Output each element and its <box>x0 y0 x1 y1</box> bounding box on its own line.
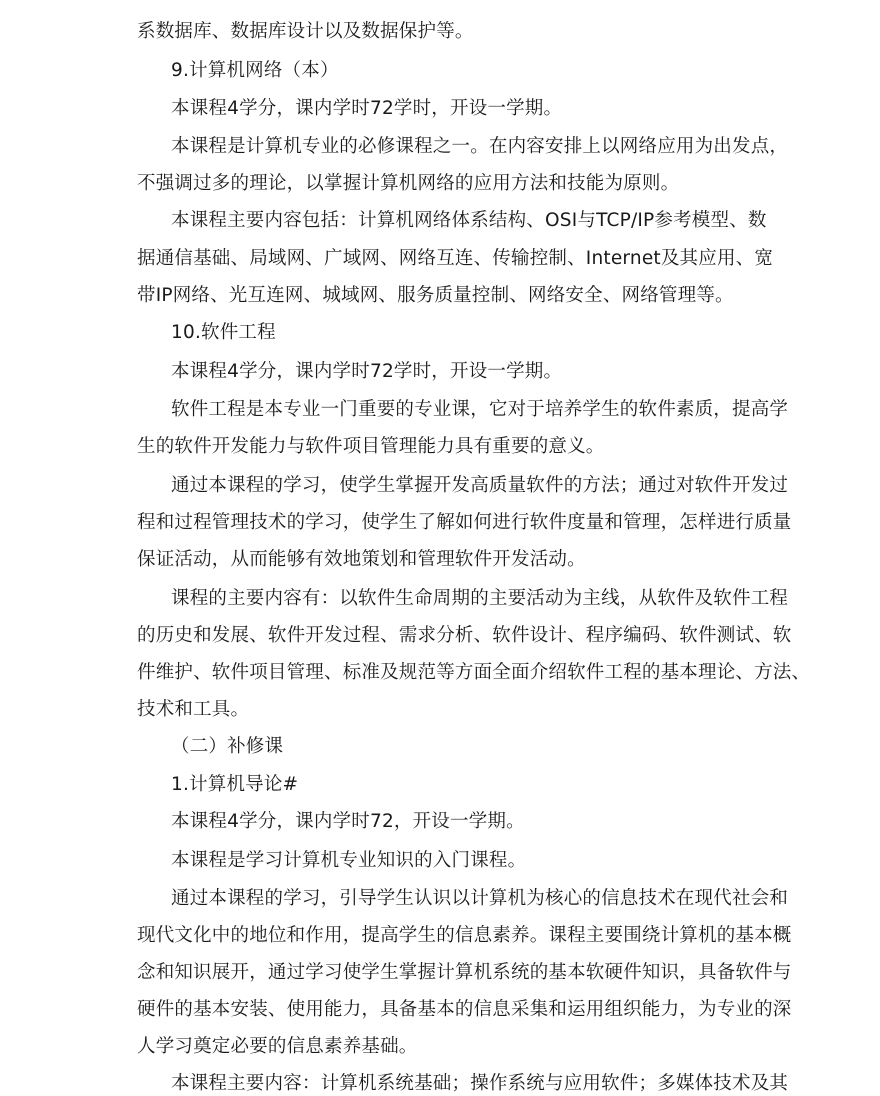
text-line: 带IP网络、光互连网、城域网、服务质量控制、网络安全、网络管理等。 <box>137 285 734 306</box>
text-line: 现代文化中的地位和作用，提高学生的信息素养。课程主要围绕计算机的基本概 <box>137 925 792 946</box>
text-line: 不强调过多的理论，以掌握计算机网络的应用方法和技能为原则。 <box>137 173 680 194</box>
text-line: 本课程主要内容包括：计算机网络体系结构、OSI与TCP/IP参考模型、数 <box>171 210 767 231</box>
text-line: 生的软件开发能力与软件项目管理能力具有重要的意义。 <box>137 436 605 457</box>
text-line: 保证活动，从而能够有效地策划和管理软件开发活动。 <box>137 549 586 570</box>
text-line: 本课程4学分，课内学时72学时，开设一学期。 <box>171 361 563 382</box>
text-line: 系数据库、数据库设计以及数据保护等。 <box>137 21 474 42</box>
text-line: 通过本课程的学习，引导学生认识以计算机为核心的信息技术在现代社会和 <box>171 888 789 909</box>
text-line: 课程的主要内容有：以软件生命周期的主要活动为主线，从软件及软件工程 <box>171 588 789 609</box>
text-line: 本课程是计算机专业的必修课程之一。在内容安排上以网络应用为出发点， <box>171 136 789 157</box>
text-line: 技术和工具。 <box>137 699 250 720</box>
text-line: 本课程4学分，课内学时72，开设一学期。 <box>171 811 525 832</box>
text-line: 通过本课程的学习，使学生掌握开发高质量软件的方法；通过对软件开发过 <box>171 475 789 496</box>
section-heading-software-engineering: 10.软件工程 <box>171 322 276 343</box>
text-line: 念和知识展开，通过学习使学生掌握计算机系统的基本软硬件知识，具备软件与 <box>137 962 792 983</box>
text-line: 硬件的基本安装、使用能力，具备基本的信息采集和运用组织能力，为专业的深 <box>137 999 792 1020</box>
text-line: 软件工程是本专业一门重要的专业课，它对于培养学生的软件素质，提高学 <box>171 399 789 420</box>
text-line: 件维护、软件项目管理、标准及规范等方面全面介绍软件工程的基本理论、方法、 <box>137 662 811 683</box>
text-line: 的历史和发展、软件开发过程、需求分析、软件设计、程序编码、软件测试、软 <box>137 625 792 646</box>
section-heading-computer-network: 9.计算机网络（本） <box>171 60 339 81</box>
section-heading-supplementary-courses: （二）补修课 <box>171 736 284 757</box>
text-line: 本课程主要内容：计算机系统基础；操作系统与应用软件；多媒体技术及其 <box>171 1073 789 1094</box>
text-line: 本课程是学习计算机专业知识的入门课程。 <box>171 850 527 871</box>
text-line: 人学习奠定必要的信息素养基础。 <box>137 1036 418 1057</box>
text-line: 本课程4学分，课内学时72学时，开设一学期。 <box>171 98 563 119</box>
text-line: 程和过程管理技术的学习，使学生了解如何进行软件度量和管理，怎样进行质量 <box>137 512 792 533</box>
section-heading-intro-to-computing: 1.计算机导论# <box>171 774 299 795</box>
text-line: 据通信基础、局域网、广域网、网络互连、传输控制、Internet及其应用、宽 <box>137 248 774 269</box>
